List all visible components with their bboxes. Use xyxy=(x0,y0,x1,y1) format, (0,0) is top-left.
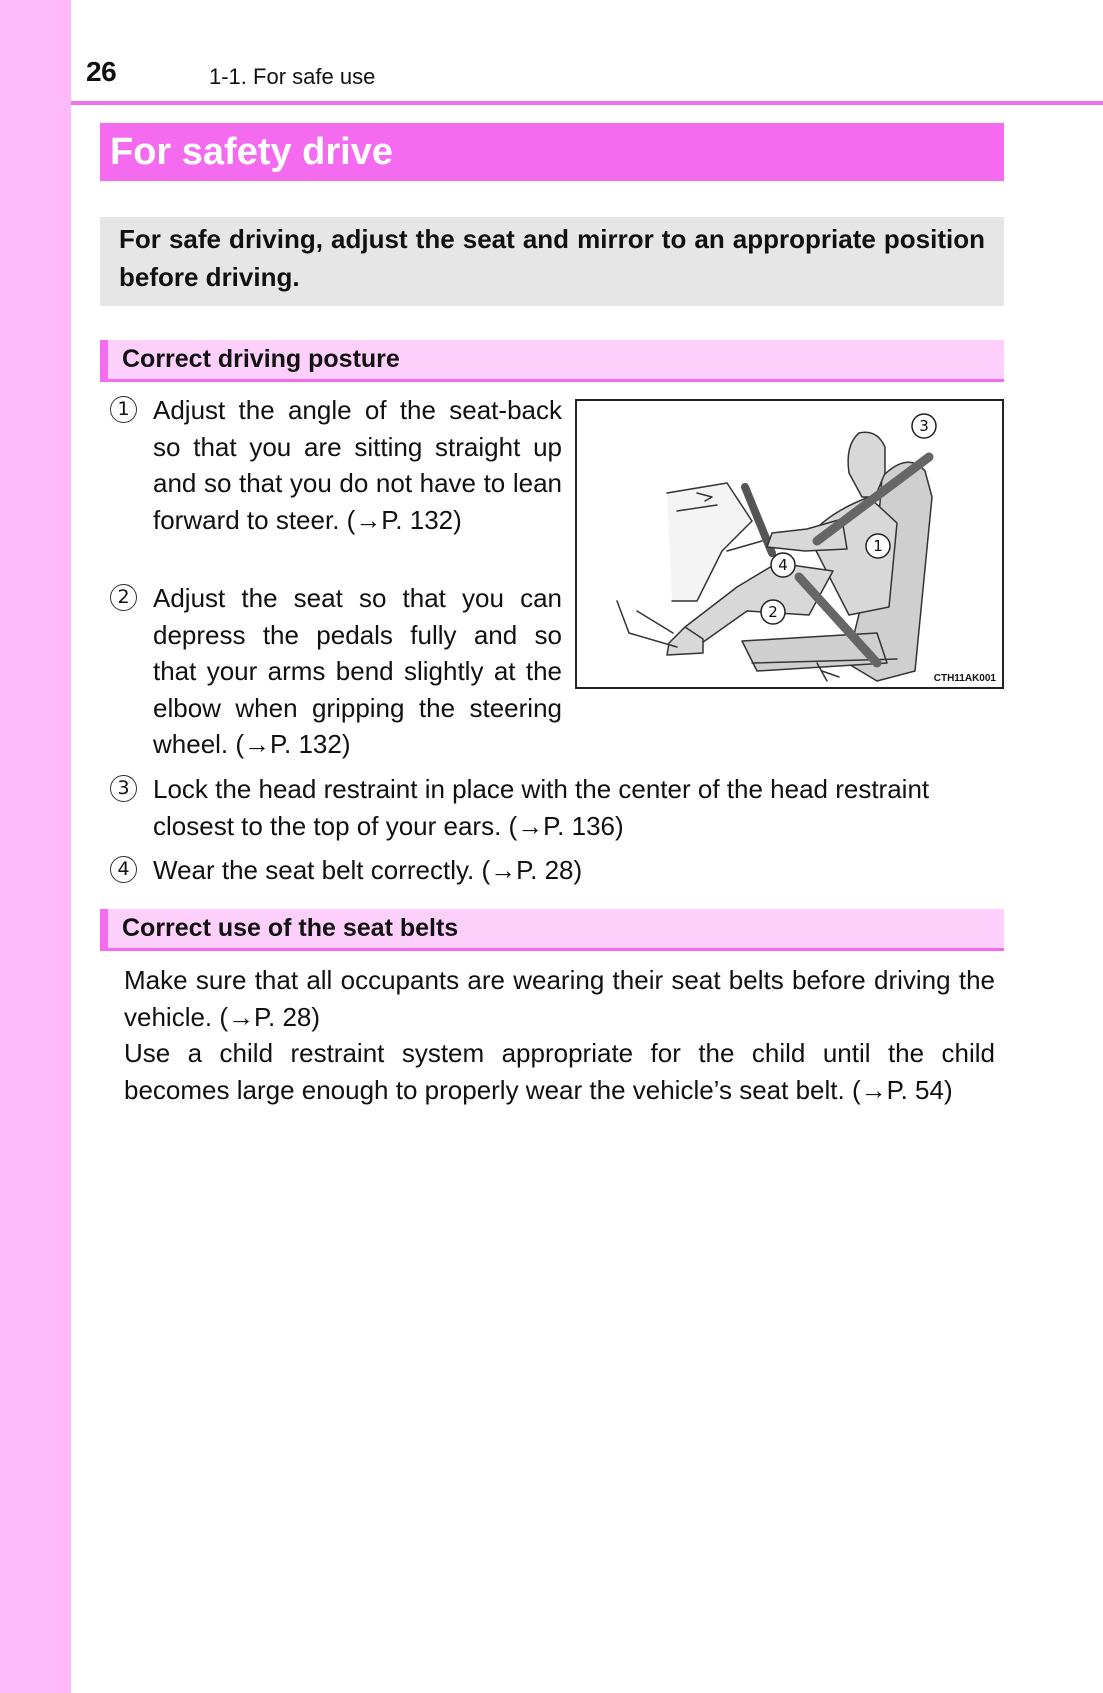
seated-driver-illustration xyxy=(575,399,1004,689)
header-rule xyxy=(71,101,1103,105)
section-heading-text: Correct use of the seat belts xyxy=(122,914,459,942)
running-header: 1-1. For safe use xyxy=(209,64,376,89)
figure-callout-1: 1 xyxy=(873,537,883,555)
intro-text: For safe driving, adjust the seat and mirror to an appropriate position before driving. xyxy=(119,224,985,292)
intro-box xyxy=(100,217,1004,306)
body-paragraph: Make sure that all occupants are wearing their seat belts before driving the vehicle. (→P. 28) xyxy=(124,965,995,1032)
section-heading-seat-belts xyxy=(100,909,1004,951)
item-number-circle: 3 xyxy=(110,775,137,802)
item-number-circle: 2 xyxy=(110,584,137,611)
section-heading-driving-posture xyxy=(100,340,1004,382)
page-number: 26 xyxy=(86,56,117,87)
page-title-bar xyxy=(100,123,1004,181)
side-tab-strip xyxy=(0,0,71,1693)
figure-callout-4: 4 xyxy=(778,556,788,574)
page-title: For safety drive xyxy=(110,131,393,173)
item-text: Wear the seat belt correctly. (→P. 28) xyxy=(153,855,583,885)
figure-code: CTH11AK001 xyxy=(933,673,996,684)
figure-callout-3: 3 xyxy=(919,417,929,435)
item-text: Lock the head restraint in place with the center of the head restraint closest to the top of your ears. (→P. 136) xyxy=(153,774,930,841)
item-number-circle: 1 xyxy=(110,396,137,423)
body-paragraph: Use a child restraint system appropriate for the child until the child becomes large enough to properly wear the vehicle’s seat belt. (→P. 54) xyxy=(124,1038,995,1105)
figure-callout-2: 2 xyxy=(768,603,778,621)
item-text: Adjust the angle of the seat-back so that you are sitting straight up and so that you do not have to lean forward to steer. (→P. 132) xyxy=(153,395,562,535)
item-number-circle: 4 xyxy=(110,856,137,883)
item-text: Adjust the seat so that you can depress the pedals fully and so that your arms bend slightly at the elbow when gripping the steering wheel. (→P. 132) xyxy=(153,583,562,759)
driver-posture-drawing xyxy=(577,401,1002,687)
section-heading-text: Correct driving posture xyxy=(122,345,400,373)
